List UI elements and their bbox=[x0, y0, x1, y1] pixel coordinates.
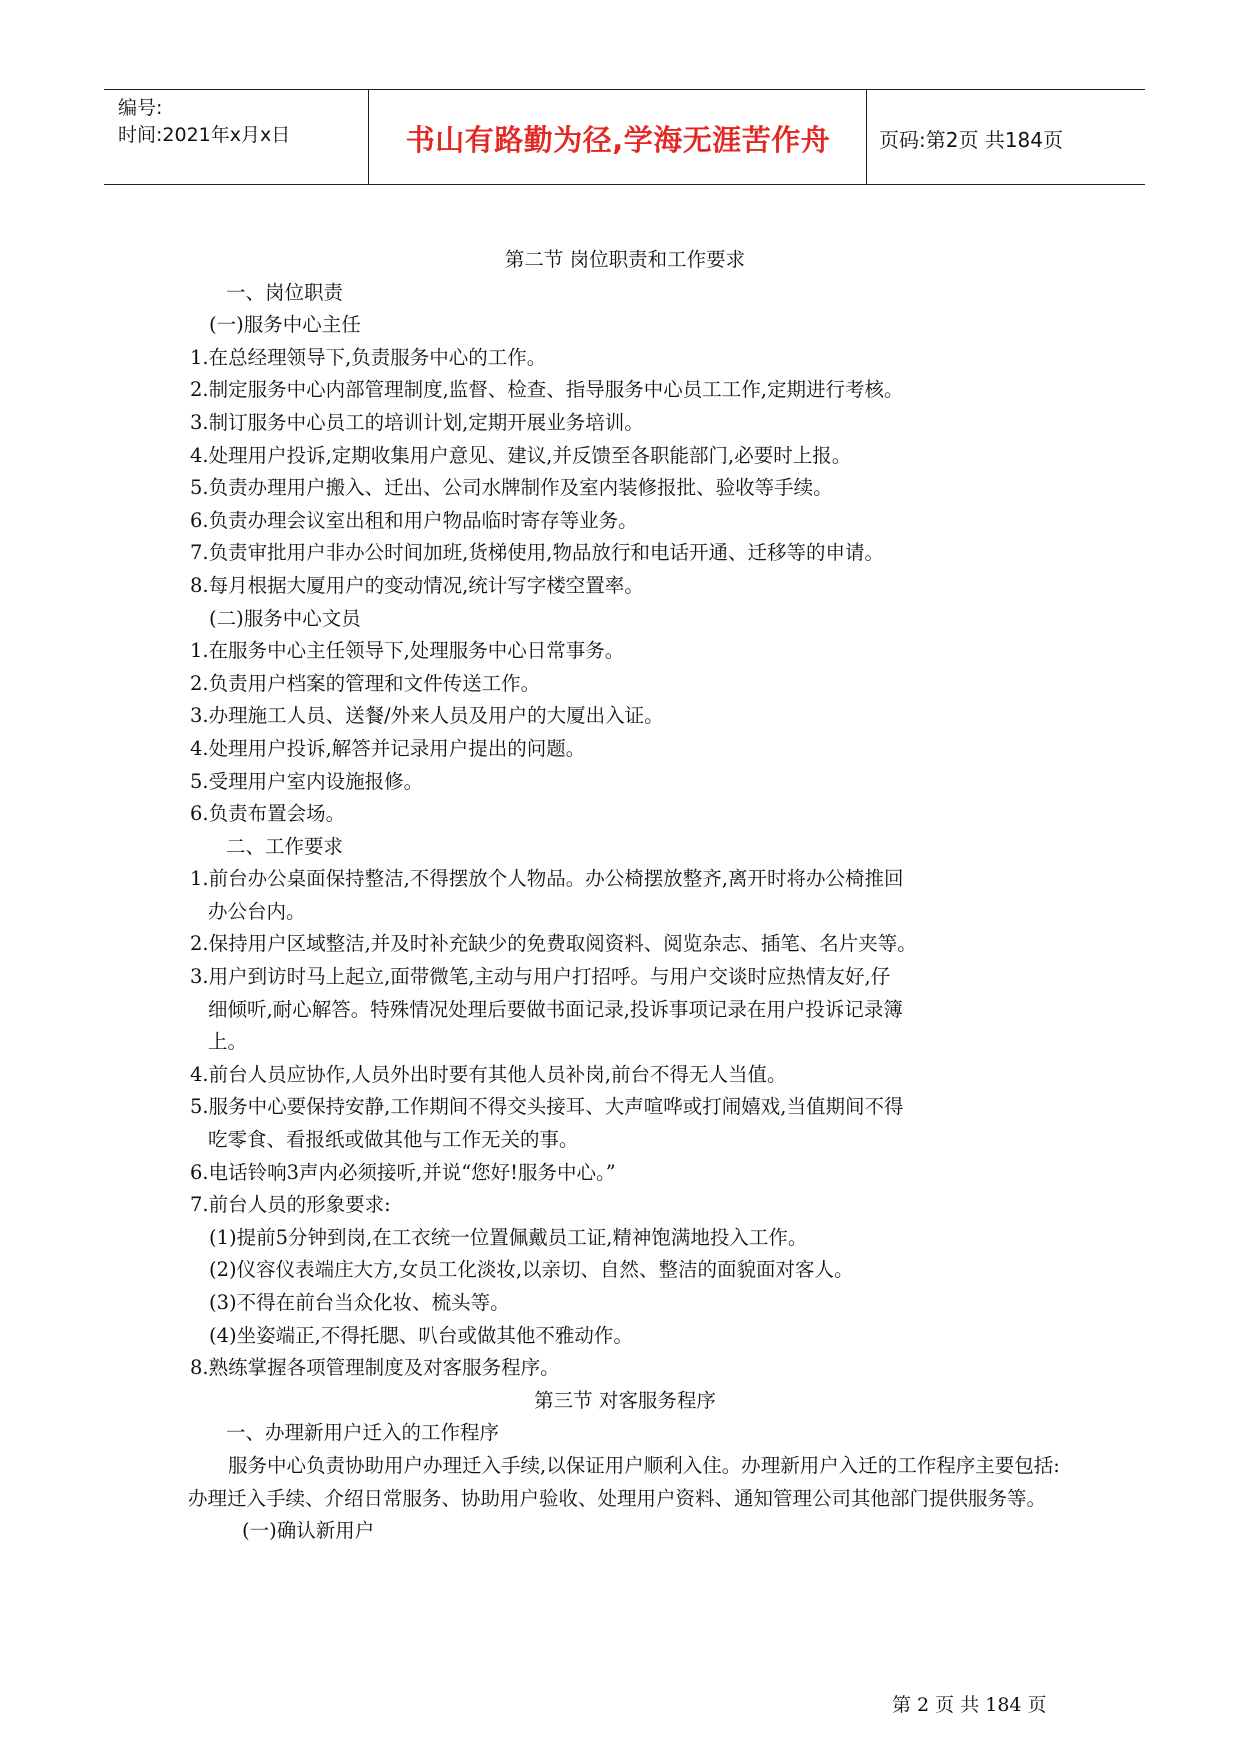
paragraph: 服务中心负责协助用户办理迁入手续,以保证用户顺利入住。办理新用户入迁的工作程序主要包括:办理迁入手续、介绍日常服务、协助用户验收、处理用户资料、通知管理公司其他部门提供服务等。 bbox=[188, 1453, 1060, 1510]
list-item: 5.服务中心要保持安静,工作期间不得交头接耳、大声喧哗或打闹嬉戏,当值期间不得 bbox=[190, 1095, 904, 1119]
header-info-cell bbox=[104, 90, 369, 184]
list-item: 2.制定服务中心内部管理制度,监督、检查、指导服务中心员工工作,定期进行考核。 bbox=[190, 378, 904, 402]
motto-text: 书山有路勤为径,学海无涯苦作舟 bbox=[405, 123, 831, 157]
time-label: 时间:2021年x月x日 bbox=[118, 124, 291, 146]
sub-list-item: (3)不得在前台当众化妆、梳头等。 bbox=[209, 1291, 510, 1314]
list-item: 6.电话铃响3声内必须接听,并说“您好!服务中心。” bbox=[190, 1160, 616, 1184]
list-item-continuation: 上。 bbox=[208, 1030, 248, 1054]
list-item: 4.前台人员应协作,人员外出时要有其他人员补岗,前台不得无人当值。 bbox=[190, 1062, 787, 1086]
list-item-continuation: 细倾听,耐心解答。特殊情况处理后要做书面记录,投诉事项记录在用户投诉记录簿 bbox=[208, 997, 903, 1021]
sub-list-item: (1)提前5分钟到岗,在工衣统一位置佩戴员工证,精神饱满地投入工作。 bbox=[209, 1225, 808, 1249]
list-item: 2.保持用户区域整洁,并及时补充缺少的免费取阅资料、阅览杂志、插笔、名片夹等。 bbox=[190, 932, 917, 956]
list-item: 7.负责审批用户非办公时间加班,货梯使用,物品放行和电话开通、迁移等的申请。 bbox=[190, 541, 885, 565]
list-item: 5.受理用户室内设施报修。 bbox=[190, 769, 424, 793]
list-item-continuation: 吃零食、看报纸或做其他与工作无关的事。 bbox=[208, 1128, 579, 1152]
header-page-cell bbox=[867, 90, 1145, 184]
header-page-label: 页码:第2页 共184页 bbox=[879, 128, 1063, 152]
heading-move-in: 一、办理新用户迁入的工作程序 bbox=[226, 1421, 500, 1445]
page-footer: 第 2 页 共 184 页 bbox=[892, 1694, 1047, 1716]
list-item: 4.处理用户投诉,定期收集用户意见、建议,并反馈至各职能部门,必要时上报。 bbox=[190, 443, 852, 467]
list-item: 1.前台办公桌面保持整洁,不得摆放个人物品。办公椅摆放整齐,离开时将办公椅推回 bbox=[190, 867, 904, 891]
list-item: 5.负责办理用户搬入、迁出、公司水牌制作及室内装修报批、验收等手续。 bbox=[190, 476, 833, 500]
list-item: 3.办理施工人员、送餐/外来人员及用户的大厦出入证。 bbox=[190, 704, 664, 728]
list-item-continuation: 办公台内。 bbox=[208, 899, 306, 923]
header-motto-cell bbox=[369, 90, 867, 184]
list-item: 7.前台人员的形象要求: bbox=[190, 1193, 391, 1217]
subheading-confirm: (一)确认新用户 bbox=[242, 1519, 375, 1543]
document-header bbox=[104, 89, 1145, 185]
list-item: 6.负责布置会场。 bbox=[190, 802, 346, 826]
list-item: 4.处理用户投诉,解答并记录用户提出的问题。 bbox=[190, 736, 586, 760]
heading-duties: 一、岗位职责 bbox=[226, 280, 344, 304]
list-item: 2.负责用户档案的管理和文件传送工作。 bbox=[190, 671, 541, 695]
list-item: 1.在服务中心主任领导下,处理服务中心日常事务。 bbox=[190, 639, 625, 663]
subheading-director: (一)服务中心主任 bbox=[209, 313, 361, 337]
sub-list-item: (2)仪容仪表端庄大方,女员工化淡妆,以亲切、自然、整洁的面貌面对客人。 bbox=[209, 1258, 854, 1282]
subheading-clerk: (二)服务中心文员 bbox=[209, 606, 361, 630]
list-item: 3.用户到访时马上起立,面带微笔,主动与用户打招呼。与用户交谈时应热情友好,仔 bbox=[190, 965, 891, 989]
list-item: 3.制订服务中心员工的培训计划,定期开展业务培训。 bbox=[190, 410, 644, 434]
sub-list-item: (4)坐姿端正,不得托腮、叭台或做其他不雅动作。 bbox=[209, 1323, 633, 1347]
list-item: 8.熟练掌握各项管理制度及对客服务程序。 bbox=[190, 1356, 560, 1380]
document-body bbox=[190, 244, 1060, 1548]
list-item: 1.在总经理领导下,负责服务中心的工作。 bbox=[190, 345, 547, 369]
list-item: 8.每月根据大厦用户的变动情况,统计写字楼空置率。 bbox=[190, 573, 644, 597]
number-label: 编号: bbox=[118, 97, 163, 119]
section-title: 第三节 对客服务程序 bbox=[534, 1388, 716, 1412]
list-item: 6.负责办理会议室出租和用户物品临时寄存等业务。 bbox=[190, 508, 638, 532]
section-title: 第二节 岗位职责和工作要求 bbox=[504, 248, 746, 271]
heading-requirements: 二、工作要求 bbox=[226, 834, 344, 858]
